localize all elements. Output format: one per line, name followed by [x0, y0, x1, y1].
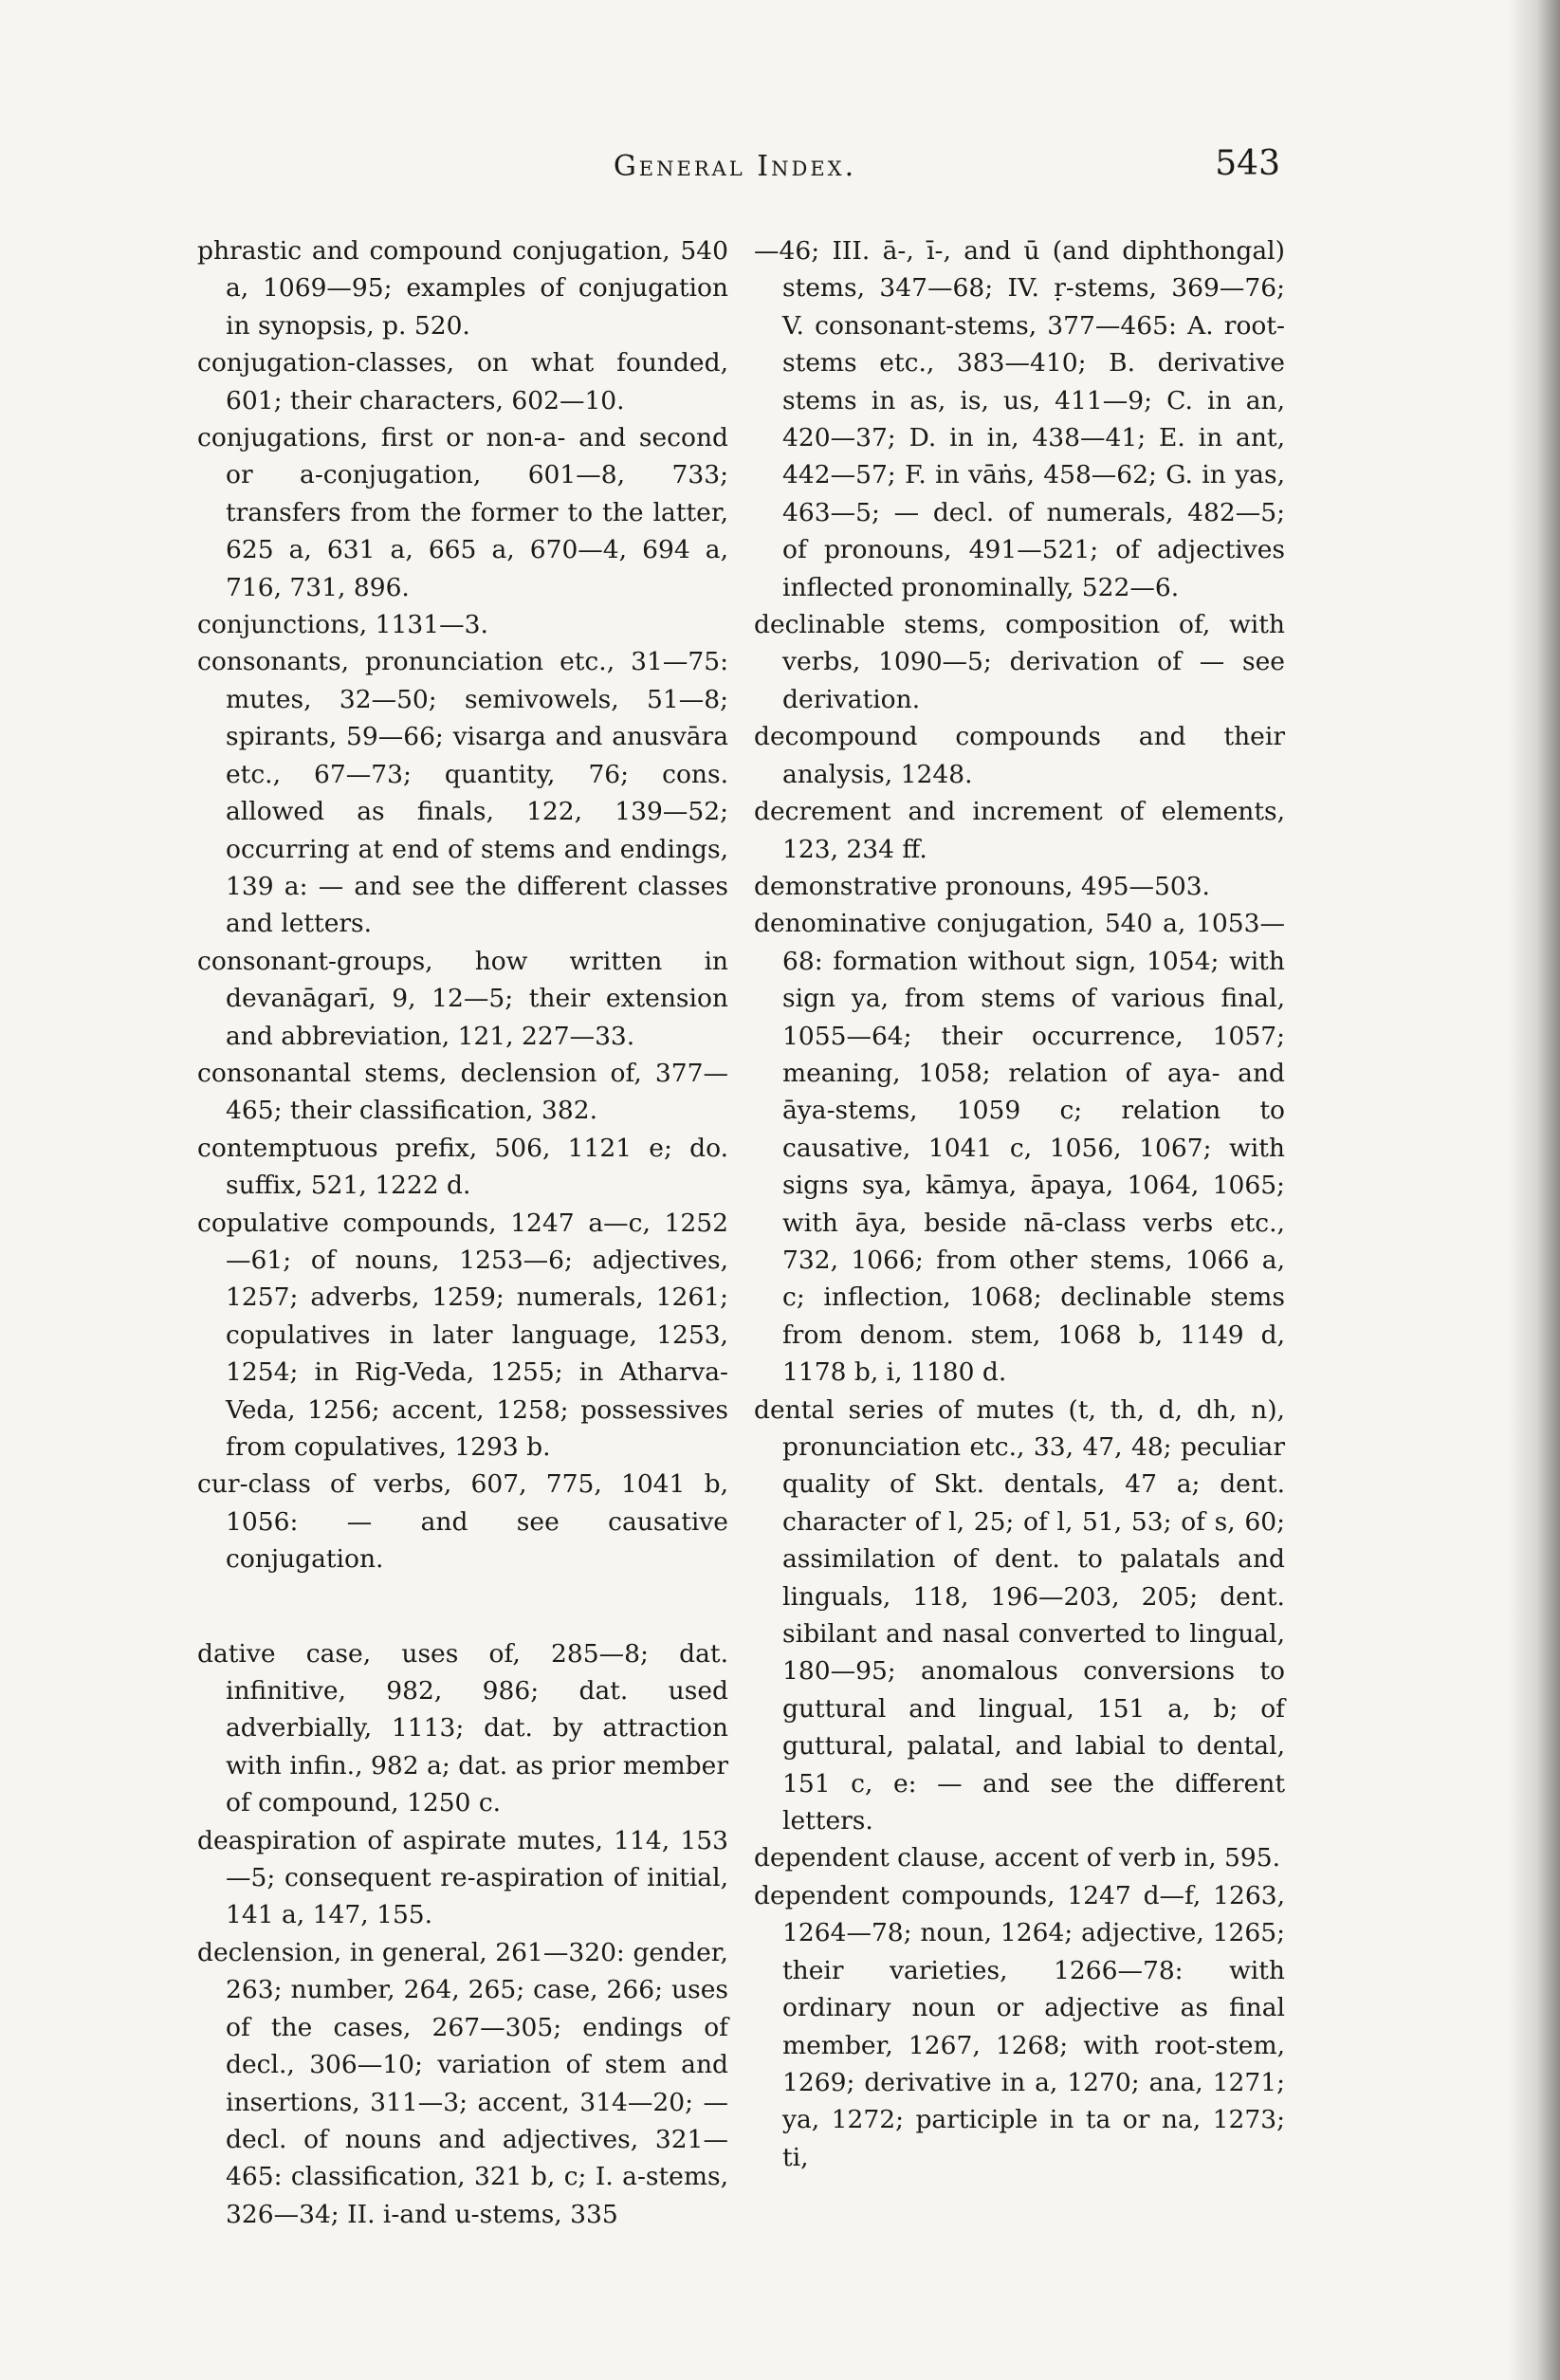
index-entry: dental series of mutes (t, th, d, dh, n), pronunciation etc., 33, 47, 48; peculiar quality of Skt. dentals, 47 a; dent. character of l, 25; of l, 51, 53; of s, 60; assimilation of dent. to palatals and linguals, 118, 196—203, 205; dent. sibilant and nasal converted to lingual, 180—95; anomalous conversions to guttural and lingual, 151 a, b; of guttural, palatal, and labial to dental, 151 c, e: — and see the different letters. — [754, 1394, 1285, 1836]
index-entry: decompound compounds and their analysis, 1248. — [754, 722, 1285, 789]
right-column — [754, 232, 1285, 2176]
index-entry: consonant-groups, how written in devanāgarī, 9, 12—5; their extension and abbreviation, 121, 227—33. — [197, 946, 728, 1051]
index-entry: dependent clause, accent of verb in, 595. — [754, 1843, 1281, 1873]
index-entry: consonantal stems, declension of, 377—465; their classification, 382. — [197, 1058, 728, 1126]
index-entry: demonstrative pronouns, 495—503. — [754, 871, 1210, 901]
index-entry: cur-class of verbs, 607, 775, 1041 b, 1056: — and see causative conjugation. — [197, 1469, 728, 1575]
page-edge-shadow — [1508, 0, 1560, 2380]
index-entry: decrement and increment of elements, 123, 234 ff. — [754, 797, 1285, 864]
index-entry: phrastic and compound conjugation, 540 a, 1069—95; examples of conjugation in synopsis, p. 520. — [197, 236, 728, 341]
page-number: 543 — [1215, 144, 1280, 183]
index-entry: conjugations, first or non-a- and second or a-conjugation, 601—8, 733; transfers from the former to the latter, 625 a, 631 a, 665 a, 670—4, 694 a, 716, 731, 896. — [197, 423, 728, 602]
index-entry: conjunctions, 1131—3. — [197, 610, 488, 640]
index-entry: declinable stems, composition of, with verbs, 1090—5; derivation of — see derivation. — [754, 610, 1285, 714]
running-header — [190, 142, 1280, 199]
index-entry: denominative conjugation, 540 a, 1053—68: formation without sign, 1054; with sign ya, from stems of various final, 1055—64; their occurrence, 1057; meaning, 1058; relation of aya- and āya-stems, 1059 c; relation to causative, 1041 c, 1056, 1067; with signs sya, kāmya, āpaya, 1064, 1065; with āya, beside nā-class verbs etc., 732, 1066; from other stems, 1066 a, c; inflection, 1068; declinable stems from denom. stem, 1068 b, 1149 d, 1178 b, i, 1180 d. — [754, 909, 1285, 1388]
page-title: General Index. — [613, 150, 857, 183]
index-entry: conjugation-classes, on what founded, 601; their characters, 602—10. — [197, 348, 728, 415]
index-entry: dative case, uses of, 285—8; dat. infinitive, 982, 986; dat. used adverbially, 1113; dat. by attraction with infin., 982 a; dat. as prior member of compound, 1250 c. — [197, 1638, 728, 1818]
left-column — [197, 232, 728, 2233]
index-entry: dependent compounds, 1247 d—f, 1263, 1264—78; noun, 1264; adjective, 1265; their varieties, 1266—78: with ordinary noun or adjective as final member, 1267, 1268; with root-stem, 1269; derivative in a, 1270; ana, 1271; ya, 1272; participle in ta or na, 1273; ti, — [754, 1880, 1285, 2172]
index-entry: —46; III. ā-, ī-, and ū (and diphthongal) stems, 347—68; IV. ṛ-stems, 369—76; V. consonant-stems, 377—465: A. root-stems etc., 383—410; B. derivative stems in as, is, us, 411—9; C. in an, 420—37; D. in in, 438—41; E. in ant, 442—57; F. in vāṅs, 458—62; G. in yas, 463—5; — decl. of numerals, 482—5; of pronouns, 491—521; of adjectives inflected pronominally, 522—6. — [754, 236, 1285, 602]
index-entry: copulative compounds, 1247 a—c, 1252—61; of nouns, 1253—6; adjectives, 1257; adverbs, 1259; numerals, 1261; copulatives in later language, 1253, 1254; in Rig-Veda, 1255; in Atharva-Veda, 1256; accent, 1258; possessives from copulatives, 1293 b. — [197, 1208, 728, 1462]
index-entry: contemptuous prefix, 506, 1121 e; do. suffix, 521, 1222 d. — [197, 1133, 728, 1201]
index-entry: consonants, pronunciation etc., 31—75: mutes, 32—50; semivowels, 51—8; spirants, 59—66; visarga and anusvāra etc., 67—73; quantity, 76; cons. allowed as finals, 122, 139—52; occurring at end of stems and endings, 139 a: — and see the different classes and letters. — [197, 647, 728, 939]
index-entry: deaspiration of aspirate mutes, 114, 153—5; consequent re-aspiration of initial, 141 a, 147, 155. — [197, 1825, 728, 1930]
index-entry: declension, in general, 261—320: gender, 263; number, 264, 265; case, 266; uses of the cases, 267—305; endings of decl., 306—10; variation of stem and insertions, 311—3; accent, 314—20; — decl. of nouns and adjectives, 321—465: classification, 321 b, c; I. a-stems, 326—34; II. i-and u-stems, 335 — [197, 1937, 728, 2229]
